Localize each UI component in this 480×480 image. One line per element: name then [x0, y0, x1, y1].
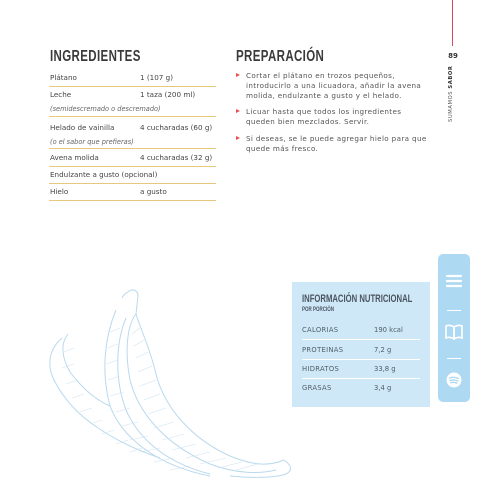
ingredient-row: [49, 87, 216, 103]
ingredient-name: Endulzante a gusto (opcional): [50, 170, 158, 179]
preparation-steps: [236, 71, 432, 161]
nutrition-row: [302, 382, 420, 397]
step-text: Licuar hasta que todos los ingredientes queden bien mezclados. Servir.: [246, 107, 402, 127]
side-divider-line: [452, 0, 453, 46]
nutrition-row: [302, 363, 420, 379]
step-text: Cortar el plátano en trozos pequeños, introducirlo a una licuadora, añadir la avena molida, endulzante a gusto y el helado.: [246, 71, 422, 100]
ingredients-table: [49, 70, 216, 201]
ingredients-title: INGREDIENTES: [50, 48, 141, 65]
nutrition-subtitle: POR PORCIÓN: [302, 307, 335, 313]
ingredient-row: [49, 167, 216, 184]
nutrition-value: 190 kcal: [374, 326, 403, 334]
nutrition-title: INFORMACIÓN NUTRICIONAL: [302, 293, 413, 305]
tab-divider: [447, 310, 461, 311]
section-label-bold: SABOR: [448, 65, 454, 89]
nutrition-row: [302, 344, 420, 360]
ingredient-name: Hielo: [50, 187, 69, 196]
ingredient-name: Helado de vainilla: [50, 123, 115, 132]
ingredient-note: (o el sabor que prefieras): [49, 136, 216, 149]
ingredient-qty: 1 (107 g): [140, 73, 174, 82]
nutrition-value: 33,8 g: [374, 365, 396, 373]
nutrition-value: 7,2 g: [374, 346, 392, 354]
tab-divider: [447, 358, 461, 359]
nutrition-box: [292, 282, 430, 407]
nutrition-label: PROTEINAS: [302, 346, 344, 354]
ingredient-row: [49, 150, 216, 167]
banana-illustration: [40, 288, 300, 480]
ingredient-qty: a gusto: [140, 187, 167, 196]
ingredient-row: [49, 70, 216, 87]
preparation-step: [236, 134, 432, 154]
ingredient-row: [49, 120, 216, 136]
ingredient-qty: 4 cucharadas (32 g): [140, 153, 213, 162]
ingredient-note: (semidescremado o descremado): [49, 103, 216, 117]
bullet-arrow-icon: [236, 73, 240, 77]
side-tab: [438, 254, 470, 402]
section-label-light: SUMAMOS: [448, 90, 454, 122]
ingredient-row: [49, 184, 216, 201]
preparation-step: [236, 107, 432, 127]
bullet-arrow-icon: [236, 136, 240, 140]
page-number: 89: [448, 52, 458, 60]
ingredient-name: Leche: [50, 90, 72, 99]
ingredient-name: Plátano: [50, 73, 77, 82]
nutrition-row: [302, 324, 420, 340]
nutrition-value: 3,4 g: [374, 384, 392, 392]
preparation-step: [236, 71, 432, 100]
book-icon[interactable]: [438, 324, 470, 340]
nutrition-label: GRASAS: [302, 384, 332, 392]
ingredient-qty: 1 taza (200 ml): [140, 90, 196, 99]
bullet-arrow-icon: [236, 109, 240, 113]
step-text: Si deseas, se le puede agregar hielo para que quede más fresco.: [246, 133, 427, 153]
menu-icon[interactable]: [438, 274, 470, 288]
nutrition-label: HIDRATOS: [302, 365, 340, 373]
spotify-icon[interactable]: [438, 372, 470, 388]
preparation-title: PREPARACIÓN: [236, 48, 325, 65]
nutrition-label: CALORIAS: [302, 326, 339, 334]
ingredient-qty: 4 cucharadas (60 g): [140, 123, 213, 132]
ingredient-name: Avena molida: [50, 153, 99, 162]
